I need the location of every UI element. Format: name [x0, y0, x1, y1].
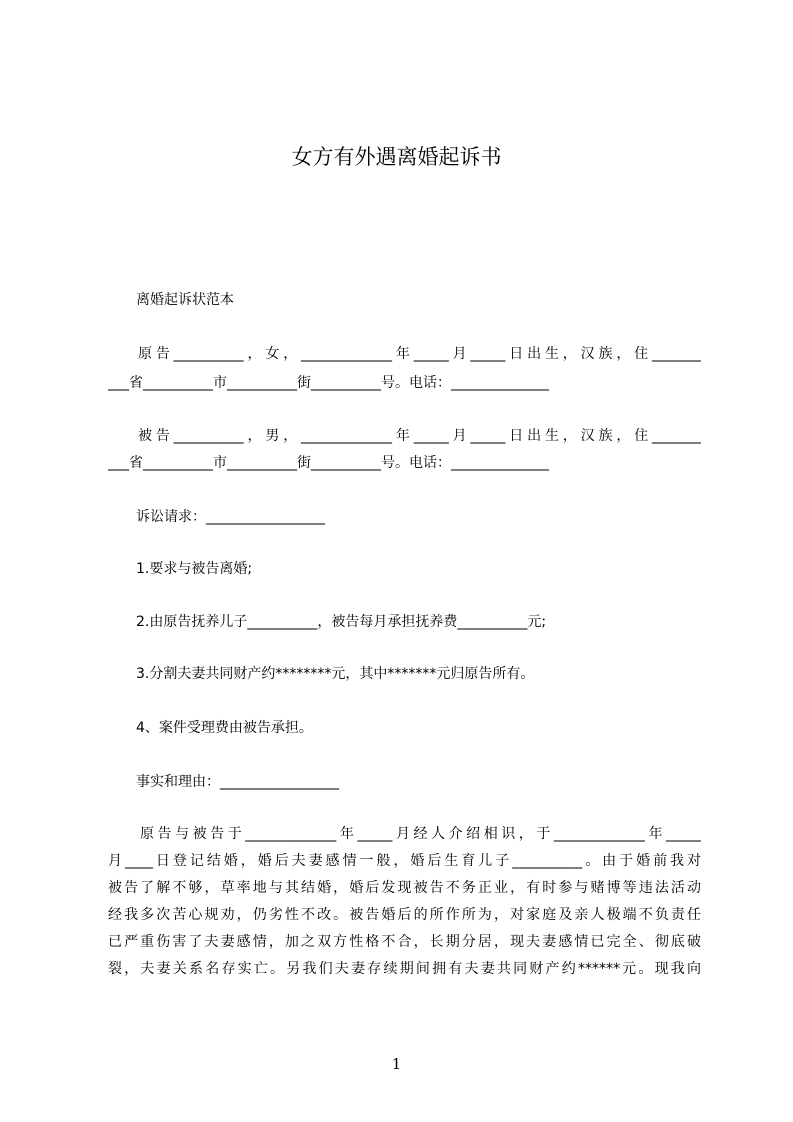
claim-item-4: 4、案件受理费由被告承担。	[136, 720, 313, 736]
page-number: 1	[391, 1055, 402, 1073]
facts-line-5: 已严重伤害了夫妻感情，加之双方性格不合，长期分居，现夫妻感情已完全、彻底破	[108, 934, 701, 950]
document-title: 女方有外遇离婚起诉书	[291, 145, 502, 169]
facts-heading: 事实和理由：_________________	[136, 774, 339, 790]
plaintiff-line-1: 原告__________，女，_____________年_____月_____日出生，汉族，住_______	[138, 346, 701, 362]
facts-line-6: 裂，夫妻关系名存实亡。另我们夫妻存续期间拥有夫妻共同财产约******元。现我向	[108, 961, 701, 977]
facts-line-1: 原告与被告于_____________年_____月经人介绍相识，于_____________年_____	[140, 826, 701, 842]
claim-item-1: 1.要求与被告离婚;	[136, 561, 253, 577]
defendant-line-2: ___省__________市__________街__________号。电话：______________	[108, 455, 549, 471]
claims-heading: 诉讼请求：_________________	[136, 509, 325, 525]
facts-line-3: 被告了解不够，草率地与其结婚，婚后发现被告不务正业，有时参与赌博等违法活动	[108, 880, 701, 896]
subtitle: 离婚起诉状范本	[136, 292, 234, 308]
facts-line-2: 月____日登记结婚，婚后夫妻感情一般，婚后生育儿子__________。由于婚前我对	[108, 853, 701, 869]
claim-item-3: 3.分割夫妻共同财产约********元，其中*******元归原告所有。	[136, 666, 535, 682]
plaintiff-line-2: ___省__________市__________街__________号。电话：______________	[108, 375, 549, 391]
facts-line-4: 经我多次苦心规劝，仍劣性不改。被告婚后的所作所为，对家庭及亲人极端不负责任	[108, 907, 701, 923]
defendant-line-1: 被告__________，男，_____________年_____月_____日出生，汉族，住_______	[138, 428, 701, 444]
claim-item-2: 2.由原告抚养儿子__________，被告每月承担抚养费__________元;	[136, 614, 547, 630]
